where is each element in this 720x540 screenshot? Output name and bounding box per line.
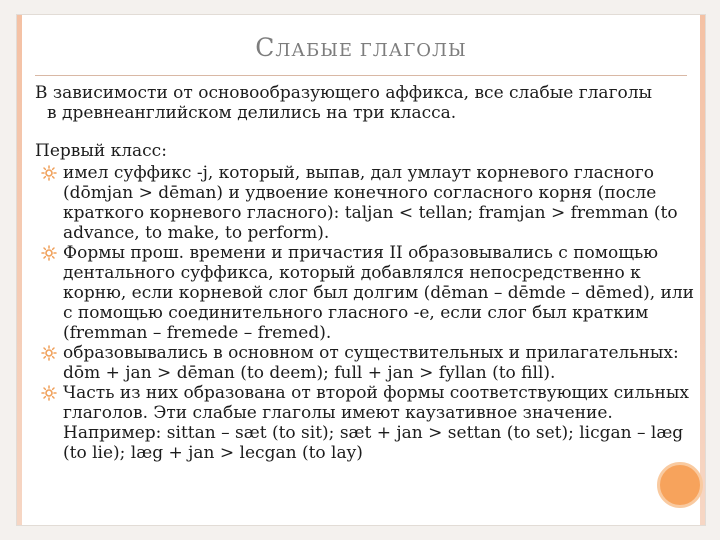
section-heading: Первый класс: [35,141,167,161]
title-rest: ЛАБЫЕ ГЛАГОЛЫ [275,40,467,61]
sun-icon [41,345,57,361]
slide-title [17,33,705,62]
bullet-text-2: Формы прош. времени и причастия II образовывались с помощью дентального суффикса, который добавлялся непосредственно к корню, если корневой слог был долгим (dēman – dēmde – dēmed), или с помощью соединительного гласного -e, если слог был кратким (fremman – fremede – fremed). [63,243,694,343]
title-initial: С [255,33,276,62]
slide [16,14,706,526]
intro-line-1: В зависимости от основообразующего аффикса, все слабые глаголы [35,83,653,103]
bullet-item-3 [35,343,695,383]
sun-icon [41,165,57,181]
bullet-item-1 [35,163,695,243]
slide-content [35,83,695,463]
bullet-text-4: Часть из них образована от второй формы соответствующих сильных глаголов. Эти слабые глаголы имеют каузативное значение. Например: sittan – sæt (to sit); sæt + jan > settan (to set); licgan – læg (to lie); læg + jan > lecgan (to lay) [63,383,689,463]
left-border [17,15,22,525]
sun-icon [41,245,57,261]
bullet-text-1: имел суффикс -j, который, выпав, дал умлаут корневого гласного (dōmjan > dēman) и удвоение конечного согласного корня (после краткого корневого гласного): taljan < tellan; framjan > fremman (to advance, to make, to perform). [63,163,678,243]
right-border [700,15,705,525]
bullet-text-3: образовывались в основном от существительных и прилагательных: dōm + jan > dēman (to deem); full + jan > fyllan (to fill). [63,343,679,383]
decorative-circle [657,462,703,508]
title-divider [35,75,687,76]
sun-icon [41,385,57,401]
bullet-item-4 [35,383,695,463]
intro-paragraph [35,83,695,123]
intro-line-2: в древнеанглийском делились на три класса. [47,103,457,123]
bullet-item-2 [35,243,695,343]
